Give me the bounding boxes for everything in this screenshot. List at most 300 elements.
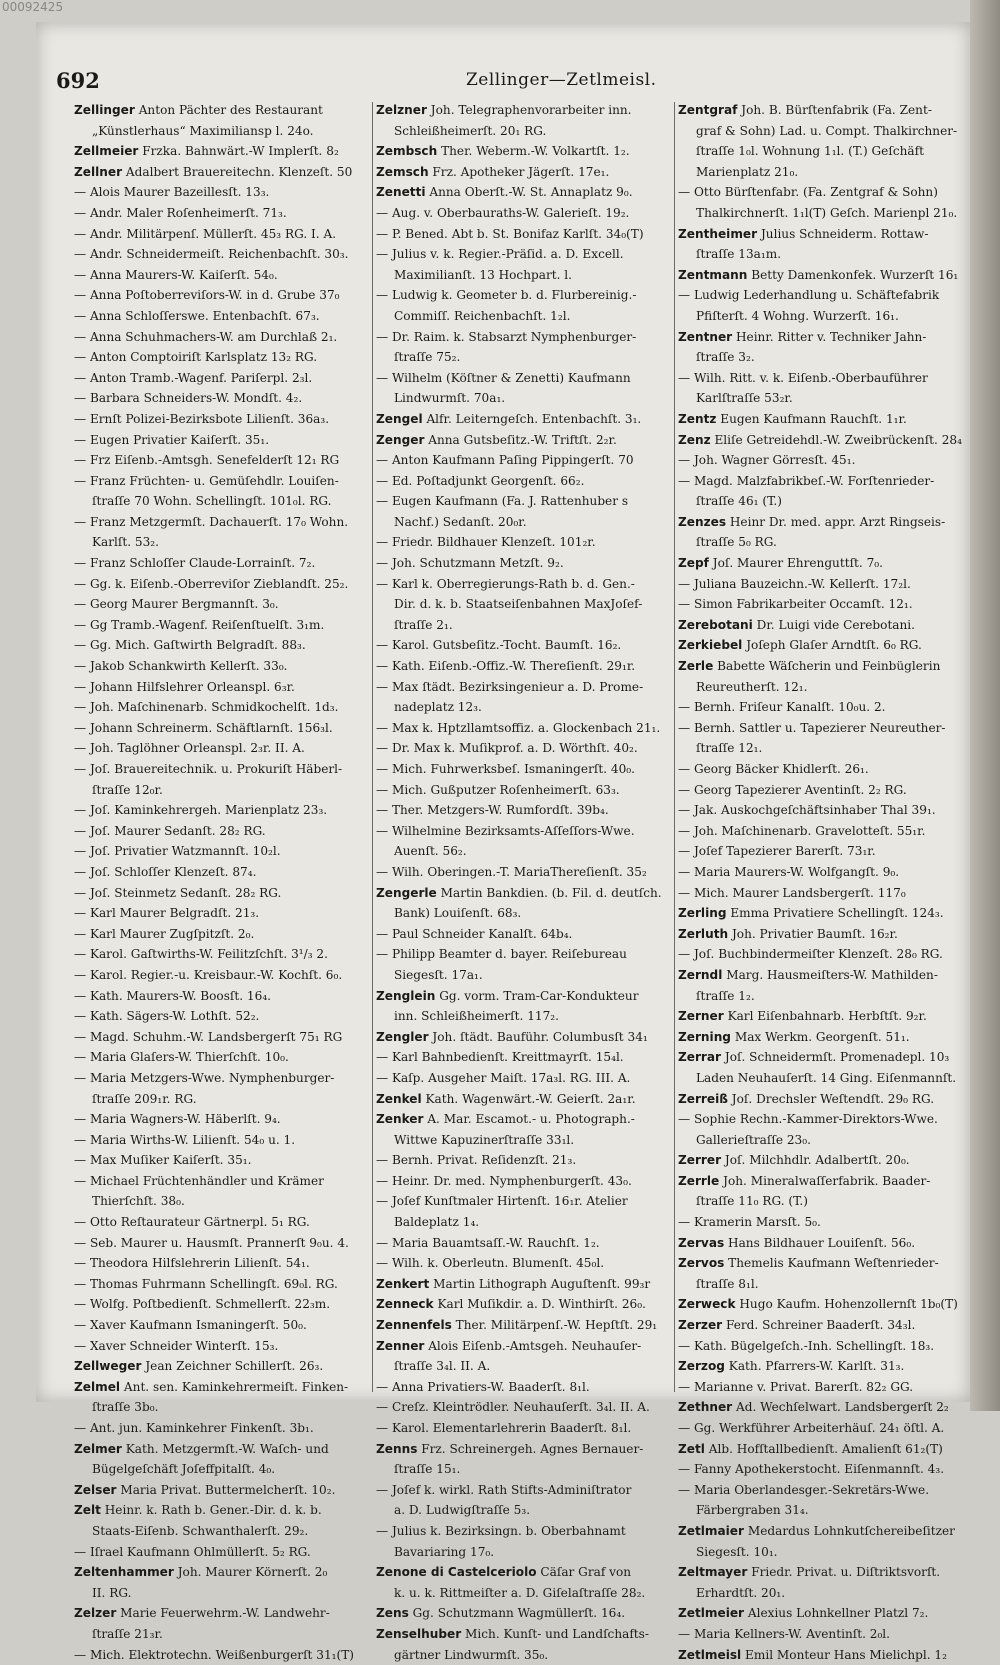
directory-entry xyxy=(376,883,674,904)
directory-entry xyxy=(74,1130,372,1151)
entry-text: — Georg Maurer Bergmannſt. 3₀. xyxy=(74,597,279,612)
entry-text: — Maria Wirths-W. Lilienſt. 54₀ u. 1. xyxy=(74,1132,296,1147)
surname-heading: Zerluth xyxy=(678,926,729,941)
entry-text: ſtraſſe 11₀ RG. (T.) xyxy=(696,1194,808,1209)
directory-entry xyxy=(678,718,976,739)
surname-heading: Zenetti xyxy=(376,185,426,200)
entry-text: — Philipp Beamter d. bayer. Reiſebureau xyxy=(376,947,627,962)
entry-text: Anna Gutsbeſitz.-W. Triftſt. 2₂r. xyxy=(424,432,617,447)
directory-entry xyxy=(678,265,976,286)
entry-text: Karlſt. 53₂. xyxy=(92,535,159,550)
directory-entry xyxy=(678,409,976,430)
entry-text: Siegesſt. 10₁. xyxy=(696,1544,778,1559)
entry-text: k. u. k. Rittmeiſter a. D. Giſelaſtraſſe 28₂. xyxy=(394,1585,646,1600)
entry-text: Dr. Luigi vide Cerebotani. xyxy=(752,617,916,632)
entry-text: Betty Damenkonfek. Wurzerſt 16₁ xyxy=(747,267,959,282)
directory-entry xyxy=(376,244,674,265)
directory-entry-continuation xyxy=(74,532,372,553)
directory-entry xyxy=(74,1027,372,1048)
directory-entry xyxy=(74,1315,372,1336)
directory-entry xyxy=(376,800,674,821)
directory-entry xyxy=(376,1336,674,1357)
entry-text: Alois Eiſenb.-Amtsgeh. Neuhauſer- xyxy=(424,1338,642,1353)
directory-entry xyxy=(376,327,674,348)
surname-heading: Zerrer xyxy=(678,1153,722,1168)
directory-entry xyxy=(678,800,976,821)
entry-text: Schleißheimerſt. 20₁ RG. xyxy=(394,123,547,138)
surname-heading: Zentheimer xyxy=(678,226,758,241)
directory-entry xyxy=(678,862,976,883)
directory-entry-continuation xyxy=(376,965,674,986)
entry-text: Joh. Maurer Körnerſt. 2₀ xyxy=(173,1565,328,1580)
entry-text: — Kath. Sägers-W. Lothſt. 52₂. xyxy=(74,1009,260,1024)
entry-text: — Maria Glaſers-W. Thierſchſt. 10₀. xyxy=(74,1050,289,1065)
directory-entry xyxy=(74,327,372,348)
entry-text: Kath. Pfarrers-W. Karlſt. 31₃. xyxy=(724,1359,905,1374)
directory-entry xyxy=(74,162,372,183)
surname-heading: Zentgraf xyxy=(678,103,738,117)
directory-entry xyxy=(678,512,976,533)
entry-text: — Friedr. Bildhauer Klenzeſt. 101₂r. xyxy=(376,535,596,550)
directory-entry-continuation xyxy=(376,1583,674,1604)
directory-entry xyxy=(74,944,372,965)
surname-heading: Zerrle xyxy=(678,1173,720,1188)
directory-entry-continuation xyxy=(376,594,674,615)
page-number: 692 xyxy=(56,68,100,93)
entry-text: — Wilh. Ritt. v. k. Eiſenb.-Oberbauführer xyxy=(678,370,928,385)
entry-text: — Karol. Gaſtwirths-W. Feilitzſchſt. 3¹/₃ 2. xyxy=(74,947,328,962)
column-3 xyxy=(678,100,976,1665)
entry-text: — Andr. Maler Roſenheimerſt. 71₃. xyxy=(74,205,287,220)
entry-text: — Wilh. k. Oberleutn. Blumenſt. 45₀l. xyxy=(376,1256,605,1271)
entry-text: Adalbert Brauereitechn. Klenzeſt. 50 xyxy=(122,164,353,179)
directory-entry xyxy=(74,450,372,471)
entry-text: Kath. Wagenwärt.-W. Geierſt. 2a₁r. xyxy=(421,1091,636,1106)
entry-text: Alexius Lohnkellner Platzl 7₂. xyxy=(744,1606,929,1621)
directory-entry xyxy=(74,512,372,533)
directory-entry-continuation xyxy=(678,306,976,327)
entry-text: A. Mar. Escamot.- u. Photograph.- xyxy=(423,1112,635,1127)
directory-entry xyxy=(376,368,674,389)
entry-text: — Wilhelm (Köſtner & Zenetti) Kaufmann xyxy=(376,370,631,385)
entry-text: Gallerieſtraſſe 23₀. xyxy=(696,1132,811,1147)
entry-text: — Eugen Privatier Kaiſerſt. 35₁. xyxy=(74,432,270,447)
entry-text: Ferd. Schreiner Baaderſt. 34₃l. xyxy=(722,1318,916,1333)
entry-text: Pfiſterſt. 4 Wohng. Wurzerſt. 16₁. xyxy=(696,308,899,323)
entry-text: Joſ. Drechsler Weſtendſt. 29₀ RG. xyxy=(727,1091,935,1106)
entry-text: — Kath. Eiſenb.-Offiz.-W. Thereſienſt. 29₁r. xyxy=(376,659,636,674)
entry-text: nadeplatz 12₃. xyxy=(394,700,482,715)
directory-entry xyxy=(74,1294,372,1315)
scan-id: 00092425 xyxy=(2,0,64,14)
entry-text: — Franz Metzgermſt. Dachauerſt. 17₀ Wohn. xyxy=(74,514,349,529)
directory-entry xyxy=(376,1171,674,1192)
directory-entry xyxy=(376,1418,674,1439)
entry-text: Themelis Kaufmann Weſtenrieder- xyxy=(724,1256,939,1271)
surname-heading: Zelser xyxy=(74,1482,117,1497)
entry-text: — Creſz. Kleintrödler. Neuhauſerſt. 3₄l. II. A. xyxy=(376,1400,650,1415)
directory-entry xyxy=(74,1150,372,1171)
directory-entry xyxy=(678,285,976,306)
directory-entry-continuation xyxy=(74,121,372,142)
entry-text: Auenſt. 56₂. xyxy=(394,844,467,859)
directory-entry xyxy=(678,656,976,677)
column-rule xyxy=(372,102,373,1392)
entry-text: — Ther. Metzgers-W. Rumfordſt. 39b₄. xyxy=(376,803,609,818)
directory-entry-continuation xyxy=(678,1542,976,1563)
directory-entry xyxy=(74,430,372,451)
directory-entry xyxy=(678,553,976,574)
entry-text: — Joh. Taglöhner Orleanspl. 2₃r. II. A. xyxy=(74,741,305,756)
directory-entry xyxy=(678,1294,976,1315)
directory-entry-continuation xyxy=(376,1500,674,1521)
directory-entry-continuation xyxy=(678,1500,976,1521)
directory-entry xyxy=(678,327,976,348)
entry-text: ſtraſſe 2₁. xyxy=(394,617,453,632)
entry-text: — Seb. Maurer u. Hausmſt. Prannerſt 9₀u. 4. xyxy=(74,1235,349,1250)
entry-text: Mich. Kunſt- und Landſchafts- xyxy=(461,1626,649,1641)
entry-text: ſtraſſe 5₀ RG. xyxy=(696,535,777,550)
entry-text: Heinr. k. Rath b. Gener.-Dir. d. k. b. xyxy=(100,1503,322,1518)
directory-entry xyxy=(74,697,372,718)
entry-text: Friedr. Privat. u. Diſtriktsvorſt. xyxy=(747,1565,941,1580)
entry-text: — Joſ. Kaminkehrergeh. Marienplatz 23₃. xyxy=(74,803,328,818)
directory-entry xyxy=(376,759,674,780)
directory-entry xyxy=(74,1171,372,1192)
directory-entry xyxy=(678,1521,976,1542)
directory-entry xyxy=(74,1439,372,1460)
entry-text: — Maria Maurers-W. Wolfgangſt. 9₀. xyxy=(678,864,900,879)
entry-text: — Anna Maurers-W. Kaiſerſt. 54₀. xyxy=(74,267,278,282)
entry-text: Joſeph Glaſer Arndtſt. 6₀ RG. xyxy=(742,638,922,653)
entry-text: Anna Oberſt.-W. St. Annaplatz 9₀. xyxy=(425,185,633,200)
entry-text: Eliſe Getreidehdl.-W. Zweibrückenſt. 28₄ xyxy=(710,432,962,447)
entry-text: — Ernſt Polizei-Bezirksbote Lilienſt. 36a₃. xyxy=(74,411,330,426)
directory-entry xyxy=(74,821,372,842)
entry-text: Joh. Mineralwaſſerfabrik. Baader- xyxy=(719,1173,931,1188)
directory-entry xyxy=(74,347,372,368)
entry-text: — Joſ. Buchbindermeiſter Klenzeſt. 28₀ RG. xyxy=(678,947,943,962)
directory-entry xyxy=(74,1377,372,1398)
directory-entry-continuation xyxy=(678,388,976,409)
entry-text: Joh. Privatier Baumſt. 16₂r. xyxy=(728,926,898,941)
directory-entry-continuation xyxy=(678,738,976,759)
entry-text: Bank) Louiſenſt. 68₃. xyxy=(394,906,522,921)
entry-text: ſtraſſe 12₀r. xyxy=(92,782,163,797)
directory-entry xyxy=(376,862,674,883)
directory-entry xyxy=(376,1089,674,1110)
entry-text: — Kath. Bügelgeſch.-Inh. Schellingſt. 18₃. xyxy=(678,1338,935,1353)
entry-text: — Franz Früchten- u. Gemüſehdlr. Louiſen- xyxy=(74,473,339,488)
directory-entry xyxy=(74,986,372,1007)
entry-text: ſtraſſe 3₂. xyxy=(696,350,755,365)
surname-heading: Zellmeier xyxy=(74,144,139,159)
entry-text: — Anton Comptoiriſt Karlsplatz 13₂ RG. xyxy=(74,350,318,365)
directory-entry xyxy=(376,1397,674,1418)
directory-entry xyxy=(678,430,976,451)
entry-text: Thierſchſt. 38₀. xyxy=(92,1194,185,1209)
directory-entry xyxy=(678,1418,976,1439)
directory-entry xyxy=(376,450,674,471)
entry-text: Ant. sen. Kaminkehrermeiſt. Finken- xyxy=(120,1379,349,1394)
entry-text: Anton Pächter des Restaurant xyxy=(134,103,323,117)
directory-entry xyxy=(376,1480,674,1501)
entry-text: Joſ. Maurer Ehrenguttſt. 7₀. xyxy=(708,556,883,571)
directory-entry xyxy=(376,1047,674,1068)
entry-text: ſtraſſe 3b₀. xyxy=(92,1400,159,1415)
entry-text: — Joſef k. wirkl. Rath Stifts-Adminiſtrator xyxy=(376,1482,632,1497)
directory-entry xyxy=(74,306,372,327)
surname-heading: Zerndl xyxy=(678,967,723,982)
surname-heading: Zengel xyxy=(376,411,423,426)
directory-entry xyxy=(74,1418,372,1439)
entry-text: — Gg. Mich. Gaſtwirth Belgradſt. 88₃. xyxy=(74,638,306,653)
directory-entry xyxy=(74,800,372,821)
directory-entry xyxy=(74,615,372,636)
directory-entry xyxy=(376,491,674,512)
entry-text: — Iſrael Kaufmann Ohlmüllerſt. 5₂ RG. xyxy=(74,1544,311,1559)
entry-text: Marie Feuerwehrm.-W. Landwehr- xyxy=(116,1606,330,1621)
directory-entry-continuation xyxy=(74,1191,372,1212)
entry-text: — Karl Maurer Belgradſt. 21₃. xyxy=(74,906,260,921)
directory-entry xyxy=(74,409,372,430)
directory-entry xyxy=(74,182,372,203)
surname-heading: Zelmel xyxy=(74,1379,121,1394)
directory-entry xyxy=(678,697,976,718)
entry-text: inn. Schleißheimerſt. 117₂. xyxy=(394,1009,559,1024)
directory-entry xyxy=(74,244,372,265)
directory-entry xyxy=(376,203,674,224)
directory-entry-continuation xyxy=(678,203,976,224)
directory-entry xyxy=(376,1521,674,1542)
directory-entry-continuation xyxy=(678,1130,976,1151)
directory-entry-continuation xyxy=(376,512,674,533)
entry-text: Emma Privatiere Schellingſt. 124₃. xyxy=(726,906,944,921)
entry-text: Ad. Wechſelwart. Landsbergerſt 2₂ xyxy=(732,1400,949,1415)
entry-text: Frz. Schreinergeh. Agnes Bernauer- xyxy=(417,1441,644,1456)
entry-text: — Franz Schloſſer Claude-Lorrainſt. 7₂. xyxy=(74,556,316,571)
entry-text: — Georg Bäcker Khidlerſt. 26₁. xyxy=(678,762,869,776)
directory-entry xyxy=(678,615,976,636)
entry-text: — Kaſp. Ausgeher Maiſt. 17a₃l. RG. III. A. xyxy=(376,1070,631,1085)
entry-text: Medardus Lohnkutſchereibeſitzer xyxy=(743,1523,955,1538)
directory-entry xyxy=(678,944,976,965)
entry-text: — Maria Wagners-W. Häberlſt. 9₄. xyxy=(74,1112,281,1127)
directory-entry xyxy=(74,677,372,698)
entry-text: — Joh. Maſchinenarb. Gravelotteſt. 55₁r. xyxy=(678,823,926,838)
entry-text: — Joh. Wagner Görresſt. 45₁. xyxy=(678,453,856,468)
directory-entry xyxy=(678,1047,976,1068)
directory-entry xyxy=(678,224,976,245)
entry-text: — Eugen Kaufmann (Fa. J. Rattenhuber s xyxy=(376,494,629,509)
surname-heading: Zerreiß xyxy=(678,1091,728,1106)
surname-heading: Zethner xyxy=(678,1400,733,1415)
directory-entry xyxy=(678,1377,976,1398)
directory-entry xyxy=(678,1089,976,1110)
entry-text: Martin Lithograph Auguſtenſt. 99₃r xyxy=(429,1276,651,1291)
surname-heading: Zetlmaier xyxy=(678,1523,744,1538)
entry-text: Färbergraben 31₄. xyxy=(696,1503,809,1518)
entry-text: — Mich. Gußputzer Roſenheimerſt. 63₃. xyxy=(376,782,620,797)
entry-text: Maximilianſt. 13 Hochpart. l. xyxy=(394,267,572,282)
directory-entry-continuation xyxy=(678,1191,976,1212)
surname-heading: Zervos xyxy=(678,1256,725,1271)
entry-text: — Magd. Schuhm.-W. Landsbergerſt 75₁ RG xyxy=(74,1029,343,1044)
entry-text: — Dr. Max k. Muſikprof. a. D. Wörthſt. 40₂. xyxy=(376,741,638,756)
directory-entry xyxy=(678,1459,976,1480)
directory-entry xyxy=(376,1315,674,1336)
entry-text: ſtraſſe 12₁. xyxy=(696,741,763,756)
entry-text: — Xaver Schneider Winterſt. 15₃. xyxy=(74,1338,279,1353)
entry-text: — Ant. jun. Kaminkehrer Finkenſt. 3b₁. xyxy=(74,1421,314,1435)
entry-text: — Wilhelmine Bezirksamts-Aſſeſſors-Wwe. xyxy=(376,823,635,838)
entry-text: Hugo Kaufm. Hohenzollernſt 1b₀(T) xyxy=(735,1297,958,1312)
entry-text: Wittwe Kapuzinerſtraſſe 33₁l. xyxy=(394,1132,575,1147)
directory-entry-continuation xyxy=(678,347,976,368)
surname-heading: Zenns xyxy=(376,1441,418,1456)
entry-text: ſtraſſe 1₂. xyxy=(696,988,755,1003)
entry-text: Babette Wäſcherin und Feinbüglerin xyxy=(713,659,941,674)
surname-heading: Zelzner xyxy=(376,103,427,117)
entry-text: — Dr. Raim. k. Stabsarzt Nymphenburger- xyxy=(376,329,637,344)
entry-text: graf & Sohn) Lad. u. Compt. Thalkirchner- xyxy=(696,123,958,138)
entry-text: Joh. ſtädt. Bauführ. Columbusſt 34₁ xyxy=(428,1029,648,1044)
directory-entry xyxy=(376,100,674,121)
directory-entry xyxy=(74,1603,372,1624)
directory-entry-continuation xyxy=(678,244,976,265)
entry-text: — Wolfg. Poſtbedienſt. Schmellerſt. 22₃m. xyxy=(74,1297,331,1312)
entry-text: ſtraſſe 13a₁m. xyxy=(696,247,782,262)
entry-text: — Joſef Kunſtmaler Hirtenſt. 16₁r. Atelier xyxy=(376,1194,628,1209)
surname-heading: Zenglein xyxy=(376,988,436,1003)
directory-entry xyxy=(74,862,372,883)
surname-heading: Zembsch xyxy=(376,144,438,159)
surname-heading: Zerle xyxy=(678,659,714,674)
directory-entry xyxy=(376,718,674,739)
entry-text: — Jak. Auskochgeſchäftsinhaber Thal 39₁. xyxy=(678,803,936,818)
entry-text: — Johann Hilfslehrer Orleanspl. 6₃r. xyxy=(74,679,295,694)
entry-text: Julius Schneiderm. Rottaw- xyxy=(757,226,929,241)
entry-text: — Julius k. Bezirksingn. b. Oberbahnamt xyxy=(376,1523,626,1538)
entry-text: Erhardtſt. 20₁. xyxy=(696,1585,786,1600)
directory-entry xyxy=(376,224,674,245)
entry-text: Heinr Dr. med. appr. Arzt Ringseis- xyxy=(726,514,946,529)
directory-entry-continuation xyxy=(74,1459,372,1480)
entry-text: — Magd. Malzfabrikbeſ.-W. Forſtenrieder- xyxy=(678,473,935,488)
entry-text: — Gg Tramb.-Wagenf. Reiſenſtuelſt. 3₁m. xyxy=(74,617,325,632)
entry-text: Hans Bildhauer Louiſenſt. 56₀. xyxy=(724,1235,916,1250)
directory-entry-continuation xyxy=(678,491,976,512)
surname-heading: Zenzes xyxy=(678,514,727,529)
surname-heading: Zelmer xyxy=(74,1441,122,1456)
directory-entry xyxy=(74,635,372,656)
surname-heading: Zentmann xyxy=(678,267,748,282)
surname-heading: Zenkel xyxy=(376,1091,422,1106)
directory-entry-continuation xyxy=(74,1089,372,1110)
directory-entry xyxy=(74,1336,372,1357)
entry-text: Joh. Telegraphenvorarbeiter inn. xyxy=(426,103,632,117)
directory-entry xyxy=(74,1068,372,1089)
running-head: Zellinger—Zetlmeisl. xyxy=(466,70,657,90)
entry-text: — Anton Tramb.-Wagenf. Pariſerpl. 2₃l. xyxy=(74,370,313,385)
entry-text: — Mich. Fuhrwerksbeſ. Ismaningerſt. 40₀. xyxy=(376,762,635,776)
surname-heading: Zentz xyxy=(678,411,717,426)
directory-entry xyxy=(678,1150,976,1171)
surname-heading: Zelzer xyxy=(74,1606,117,1621)
directory-entry-continuation xyxy=(678,162,976,183)
directory-entry-continuation xyxy=(376,1006,674,1027)
entry-text: — Max ſtädt. Bezirksingenieur a. D. Prome- xyxy=(376,679,644,694)
directory-entry xyxy=(74,759,372,780)
directory-entry-continuation xyxy=(74,1624,372,1645)
entry-text: Ther. Militärpenſ.-W. Hepſtſt. 29₁ xyxy=(451,1318,658,1333)
directory-entry-continuation xyxy=(74,780,372,801)
surname-heading: Zenone di Castelceriolo xyxy=(376,1565,537,1580)
directory-entry xyxy=(678,1397,976,1418)
entry-text: — Joſ. Privatier Watzmannſt. 10₂l. xyxy=(74,844,281,859)
directory-entry xyxy=(74,924,372,945)
directory-entry xyxy=(376,409,674,430)
entry-text: Karlſtraſſe 53₂r. xyxy=(696,391,793,406)
directory-entry xyxy=(678,182,976,203)
directory-entry xyxy=(376,656,674,677)
entry-text: „Künstlerhaus“ Maximiliansp l. 24o. xyxy=(92,123,314,138)
directory-entry xyxy=(376,1027,674,1048)
directory-entry xyxy=(74,1645,372,1665)
directory-entry xyxy=(376,924,674,945)
surname-heading: Zetlmeier xyxy=(678,1606,745,1621)
entry-text: — Max k. Hptzllamtsoffiz. a. Glockenbach 21₁. xyxy=(376,720,661,735)
surname-heading: Zeltmayer xyxy=(678,1565,748,1580)
directory-entry xyxy=(678,1212,976,1233)
entry-text: — Karl Bahnbedienſt. Kreittmayrſt. 15₄l. xyxy=(376,1050,624,1065)
directory-entry-continuation xyxy=(678,532,976,553)
directory-entry xyxy=(678,594,976,615)
surname-heading: Zeltenhammer xyxy=(74,1565,174,1580)
entry-text: Joh. B. Bürſtenfabrik (Fa. Zent- xyxy=(737,103,932,117)
entry-text: — Mich. Maurer Landsbergerſt. 117₀ xyxy=(678,885,906,900)
directory-entry xyxy=(74,1253,372,1274)
entry-text: — Mich. Elektrotechn. Weißenburgerſt 31₁(T) xyxy=(74,1647,355,1662)
entry-text: Marg. Hausmeiſters-W. Mathilden- xyxy=(722,967,938,982)
entry-text: — Paul Schneider Kanalſt. 64b₄. xyxy=(376,926,573,941)
entry-text: Heinr. Ritter v. Techniker Jahn- xyxy=(732,329,927,344)
surname-heading: Zepf xyxy=(678,556,709,571)
directory-entry xyxy=(74,1562,372,1583)
entry-text: ſtraſſe 209₁r. RG. xyxy=(92,1091,197,1106)
directory-entry xyxy=(74,1542,372,1563)
entry-text: — Anna Schuhmachers-W. am Durchlaß 2₁. xyxy=(74,329,338,344)
entry-text: — Karol. Regier.-u. Kreisbaur.-W. Kochſt. 6₀. xyxy=(74,967,343,982)
directory-entry xyxy=(678,100,976,121)
directory-entry xyxy=(74,553,372,574)
surname-heading: Zerrar xyxy=(678,1050,722,1065)
entry-text: Alb. Hofſtallbedienſt. Amalienſt 61₂(T) xyxy=(704,1441,943,1456)
directory-entry xyxy=(376,1233,674,1254)
directory-entry-continuation xyxy=(376,121,674,142)
directory-entry-continuation xyxy=(376,347,674,368)
directory-entry xyxy=(74,965,372,986)
directory-entry xyxy=(74,1356,372,1377)
directory-entry xyxy=(678,450,976,471)
directory-entry xyxy=(678,1645,976,1665)
surname-heading: Zennenfels xyxy=(376,1318,452,1333)
entry-text: — Karol. Gutsbeſitz.-Tocht. Baumſt. 16₂. xyxy=(376,638,622,653)
surname-heading: Zengler xyxy=(376,1029,429,1044)
entry-text: Dir. d. k. b. Staatseiſenbahnen MaxJoſef- xyxy=(394,597,643,612)
directory-entry xyxy=(376,1253,674,1274)
directory-entry xyxy=(74,265,372,286)
